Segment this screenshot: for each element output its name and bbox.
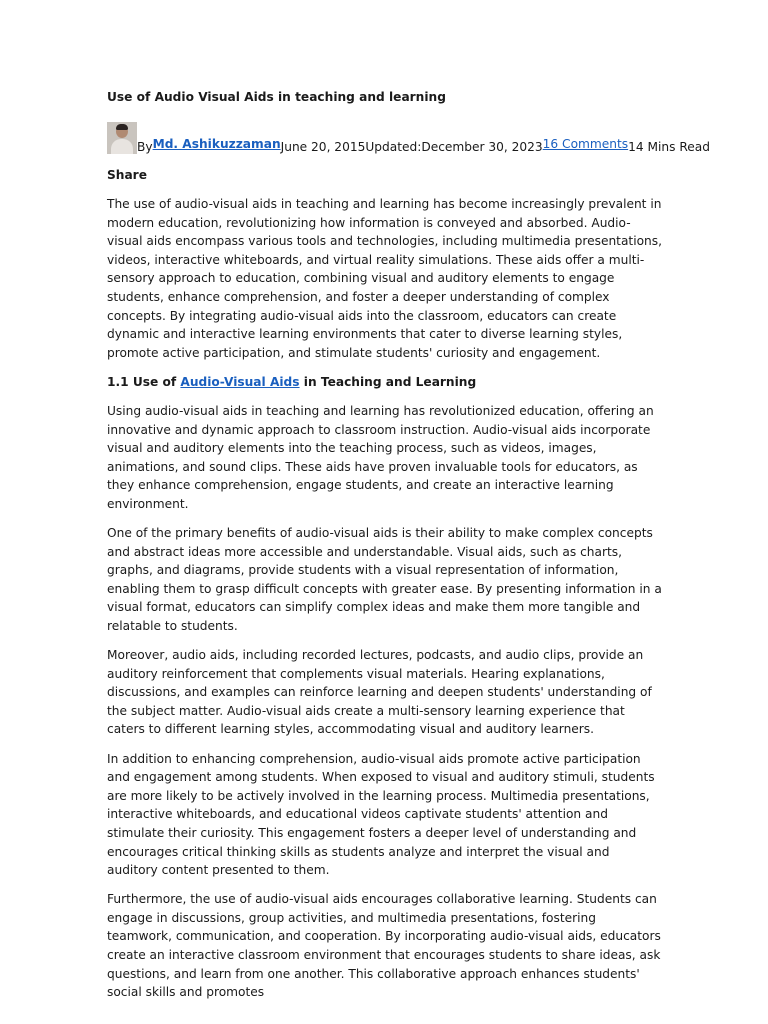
byline-by: By [137,140,153,154]
body-paragraph: Moreover, audio aids, including recorded lectures, podcasts, and audio clips, provide an auditory reinforcement that complements visual materials. Hearing explanations, discussions, and examples can reinforce learning and deepen students' understanding of the subject matter. Audio-visual aids create a multi-sensory learning experience that caters to different learning styles, accommodating visual and auditory learners. [107,648,652,737]
body-paragraph: Using audio-visual aids in teaching and learning has revolutionized education, offering an innovative and dynamic approach to classroom instruction. Audio-visual aids incorporate visual and auditory elements into the teaching process, such as videos, images, animations, and sound clips. These aids have proven invaluable tools for educators, as they enhance comprehension, engage students, and create an interactive learning environment. [107,403,654,511]
share-label[interactable]: Share [107,168,147,182]
body-paragraph: In addition to enhancing comprehension, audio-visual aids promote active participation and engagement among students. When exposed to visual and auditory stimuli, students are more likely to be actively involved in the learning process. Multimedia presentations, interactive whiteboards, and educational videos captivate students' attention and stimulate their curiosity. This engagement fosters a deeper level of understanding and encourages critical thinking skills as students analyze and interpret the visual and auditory content presented to them. [107,751,655,878]
publish-date: June 20, 2015 [280,140,366,154]
article [107,88,710,1012]
section-heading-prefix: 1.1 Use of [107,374,181,389]
body-paragraph: One of the primary benefits of audio-visual aids is their ability to make complex concepts and abstract ideas more accessible and understandable. Visual aids, such as charts, graphs, and diagrams, provide students with a visual representation of information, enabling them to grasp difficult concepts with greater ease. By presenting information in a visual format, educators can simplify complex ideas and make them more tangible and relatable to students. [107,526,662,633]
author-avatar [107,122,137,154]
section-heading [107,373,663,392]
comments-link[interactable]: 16 Comments [542,137,629,152]
author-link[interactable]: Md. Ashikuzzaman [152,137,281,152]
byline [107,120,710,154]
section-heading-suffix: in Teaching and Learning [299,374,477,389]
read-time: 14 Mins Read [628,140,710,154]
audio-visual-aids-link[interactable]: Audio-Visual Aids [180,374,300,389]
article-title: Use of Audio Visual Aids in teaching and learning [107,90,446,104]
updated-date: Updated:December 30, 2023 [365,140,543,154]
intro-paragraph: The use of audio-visual aids in teaching and learning has become increasingly prevalent in modern education, revolutionizing how information is conveyed and absorbed. Audio-visual aids encompass various tools and technologies, including multimedia presentations, videos, interactive whiteboards, and virtual reality simulations. These aids offer a multi-sensory approach to education, combining visual and auditory elements to engage students, enhance comprehension, and foster a deeper understanding of complex concepts. By integrating audio-visual aids into the classroom, educators can create dynamic and interactive learning environments that cater to diverse learning styles, promote active participation, and stimulate students' curiosity and engagement. [107,197,663,360]
body-paragraph: Furthermore, the use of audio-visual aids encourages collaborative learning. Students can engage in discussions, group activities, and multimedia presentations, fostering teamwork, communication, and cooperation. By incorporating audio-visual aids, educators create an interactive classroom environment that encourages students to share ideas, ask questions, and learn from one another. This collaborative approach enhances students' social skills and promotes [107,892,661,1000]
